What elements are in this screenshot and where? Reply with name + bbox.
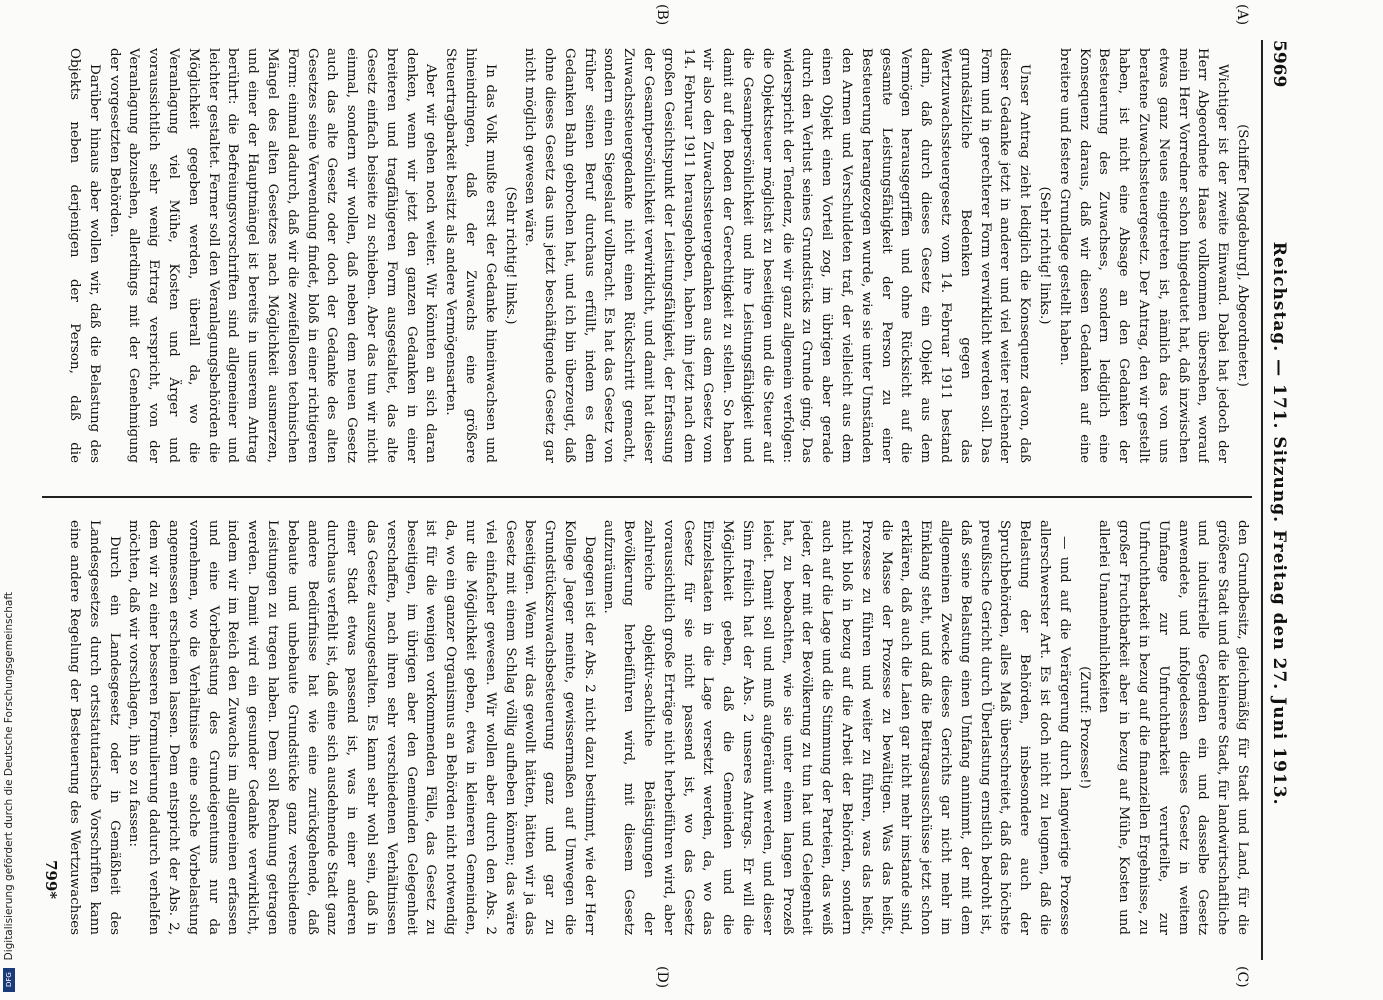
credit-text: Digitalisierung gefördert durch die Deutsche Forschungsgemeinschaft — [3, 591, 15, 960]
margin-mark-c: (C) — [1234, 966, 1250, 988]
paragraph: In das Volk mußte erst der Gedanke hineinwachsen und hineindringen, daß der Zuwachs eine größere Steuertragbarkeit besitzt als andere Vermögensarten. — [443, 48, 498, 463]
page-number: 5969 — [1269, 40, 1289, 88]
interjection: (Sehr richtig! links.) — [502, 186, 518, 325]
interjection: (Sehr richtig! links.) — [1037, 186, 1053, 325]
paragraph: Unser Antrag zieht lediglich die Konsequenz davon, daß dieser Gedanke jetzt in anderer und viel weiter reichender Form und in gerechterer Form verwirklicht werden soll. Das grundsätzliche Bedenken gegen das Wertzuwachssteuergesetz vom 14. Februar 1911 bestand darin, daß durch dieses Gesetz ein Objekt aus dem Vermögen herausgegriffen und ohne Rücksicht auf die gesamte Leistungsfähigkeit der Person zu einer Besteuerung herangezogen wurde, wie sie unter Umständen den Armen und Verschuldeten traf, der vielleicht aus dem einen Objekt einen Vorteil zog, im übrigen aber gerade durch den Verlust seines Grundstücks zu Grunde ging. Das widerspricht der Tendenz, die wir ganz allgemein verfolgen: die Objektsteuer möglichst zu beseitigen und die Steuer auf die Gesamtpersönlichkeit und ihre Leistungsfähigkeit und damit auf den Boden der Gerechtigkeit zu stellen. So haben wir also den Zuwachssteuergedanken aus dem Gesetz vom 14. Februar 1911 herausgehoben, haben ihn jetzt nach dem großen Gesichtspunkt der Leistungsfähigkeit, der Erfassung der Gesamtpersönlichkeit verwirklicht, und damit hat dieser Zuwachssteuergedanke nicht einen Rückschritt gemacht, sondern einen Siegeslauf vollbracht. Es hat das Gesetz von früher seinen Beruf durchaus erfüllt, indem es dem Gedanken Bahn gebrochen hat, und ich bin überzeugt, daß ohne dieses Gesetz das uns jetzt beschäftigende Gesetz gar nicht möglich gewesen wäre. — [522, 48, 1033, 463]
margin-mark-b: (B) — [654, 4, 670, 26]
rotated-newspaper-page — [20, 0, 1310, 1000]
digitization-credit — [0, 0, 18, 1000]
interjection: (Schiffer [Magdeburg], Abgeordneter.) — [1235, 124, 1250, 387]
paragraph: Wichtiger ist der zweite Einwand. Dabei hat jedoch der Herr Abgeordnete Haase vollkommen übersehen, worauf mein Herr Vorredner schon hingedeutet hat, daß inzwischen etwas ganz Neues eingetreten ist, nämlich das von uns beratene Zuwachssteuergesetz. Der Antrag, den wir gestellt haben, ist nicht eine Absage an den Gedanken der Besteuerung des Zuwachses, sondern lediglich eine Konsequenz daraus, daß wir diesen Gedanken auf eine breitere und festere Grundlage gestellt haben. — [1056, 48, 1231, 463]
column-divider — [42, 496, 1252, 498]
header-rule — [1261, 40, 1263, 960]
paragraph: Darüber hinaus aber wollen wir, daß die Belastung des Objekts neben derjenigen der Person, daß die — [66, 48, 102, 463]
right-text-column — [62, 520, 1252, 935]
margin-mark-a: (A) — [1234, 4, 1250, 26]
dfg-logo: DFG — [3, 968, 15, 992]
page-title: Reichstag. — 171. Sitzung. Freitag den 27. Juni 1913. — [1269, 241, 1289, 806]
page-header — [1266, 40, 1292, 960]
paragraph: Durch ein Landesgesetz oder in Gemäßheit des Landesgesetzes durch ortsstatutarische Vorschriften kann eine andere Regelung der Besteuerung des Wertzuwachses — [66, 520, 122, 935]
paragraph: Aber wir gehen noch weiter. Wir könnten an sich daran denken, wenn wir jetzt den ganzen Gedanken in einer breiteren und tragfähigeren Form ausgestaltet, das alte Gesetz einfach beiseite zu schieben. Aber das tun wir nicht einmal, sondern wir wollen, daß neben dem neuen Gesetz auch das alte Gesetz oder doch der Gedanke des alten Gesetzes seine Verwendung findet, bloß in einer richtigeren Form: einmal dadurch, daß wir die zweifellosen technischen Mängel des alten Gesetzes nach Möglichkeit ausmerzen, und einer der Hauptmängel ist bereits in unserem Antrag berührt: die Befreiungsvorschriften sind allgemeiner und leichter gestaltet. Ferner soll den Veranlagungsbehörden die Möglichkeit gegeben werden, überall da, wo die Veranlagung viel Mühe, Kosten und Ärger und voraussichtlich sehr wenig Ertrag verspricht, von der Veranlagung abzusehen, allerdings mit der Genehmigung der vorgesetzten Behörden. — [106, 48, 439, 463]
paragraph: Dagegen ist der Abs. 2 nicht dazu bestimmt, wie der Herr Kollege Jaeger meinte, gewissermaßen auf Umwegen die Grundstückszuwachsbesteuerung ganz und gar zu beseitigen. Wenn wir das gewollt hätten, hätten wir ja das Gesetz mit einem Schlag völlig aufheben können; das wäre viel einfacher gewesen. Wir wollen aber durch den Abs. 2 nur die Möglichkeit geben, etwa in kleineren Gemeinden, da, wo ein ganzer Organismus an Behörden nicht notwendig ist für die wenigen vorkommenden Fälle, das Gesetz zu beseitigen, im übrigen aber den Gemeinden Gelegenheit verschaffen, nach ihren sehr verschiedenen Verhältnissen das Gesetz auszugestalten. Es kann sehr wohl sein, daß in einer Stadt etwas passend ist, was in einer anderen durchaus verfehlt ist, daß eine sich ausdehnende Stadt ganz andere Bedürfnisse hat wie eine zurückgehende, daß bebaute und unbebaute Grundstücke ganz verschiedene Leistungen zu tragen haben. Dem soll Rechnung getragen werden. Damit wird ein gesunder Gedanke verwirklicht, indem wir im Reich den Zuwachs im allgemeinen erfassen und eine Vorbelastung des Grundeigentums nur da vornehmen, wo die Verhältnisse eine solche Vorbelastung angemessen erscheinen lassen. Dem entspricht der Abs. 2, dem wir zu einer besseren Formulierung dadurch verhelfen möchten, daß wir vorschlagen, ihn so zu fassen: — [126, 520, 597, 935]
left-text-column — [62, 48, 1252, 463]
paragraph: — und auf die Verärgerung durch langwierige Prozesse allerschwerster Art. Es ist doch nicht zu leugnen, daß die Belastung der Behörden, insbesondere auch der Spruchbehörden, alles Maß überschreitet, daß das höchste preußische Gericht durch Überlastung ernstlich bedroht ist, daß seine Belastung einen Umfang annimmt, der mit dem allgemeinen Zwecke dieses Gerichts gar nicht mehr im Einklang steht, und daß die Beitragsausschüsse jetzt schon erklären, daß auch die Laien gar nicht mehr imstande sind, die Masse der Prozesse zu bewältigen. Was das heißt, Prozesse zu führen und weiter zu führen, was das heißt, nicht bloß in bezug auf die Arbeit der Behörden, sondern auch auf die Lage und die Stimmung der Parteien, das weiß jeder, der mit der Bevölkerung zu tun hat und Gelegenheit hat, zu beobachten, wie sie unter einem langen Prozeß leidet. Damit soll und muß aufgeräumt werden, und dieser Sinn freilich hat der Abs. 2 unseres Antrags. Er will die Möglichkeit geben, daß die Gemeinden und die Einzelstaaten in die Lage versetzt werden, da, wo das Gesetz für sie nicht passend ist, wo das Gesetz voraussichtlich große Erträge nicht herbeiführen wird, aber zahlreiche objektiv-sachliche Belästigungen der Bevölkerung herbeiführen wird, mit diesem Gesetz aufzuräumen. — [601, 520, 1072, 935]
margin-mark-d: (D) — [654, 966, 670, 989]
paragraph: den Grundbesitz, gleichmäßig für Stadt und Land, für die größere Stadt und die kleinere Stadt, für landwirtschaftliche und industrielle Gegenden ein und dasselbe Gesetz anwendete, und infolgedessen dieses Gesetz in weitem Umfange zur Unfruchtbarkeit verurteilte, zur Unfruchtbarkeit in bezug auf die finanziellen Ergebnisse, zu großer Fruchtbarkeit aber in bezug auf Mühe, Kosten und allerlei Unannehmlichkeiten — [1096, 520, 1250, 935]
page-code: 799* — [42, 860, 60, 900]
interjection: (Zuruf: Prozesse!) — [1076, 666, 1092, 789]
